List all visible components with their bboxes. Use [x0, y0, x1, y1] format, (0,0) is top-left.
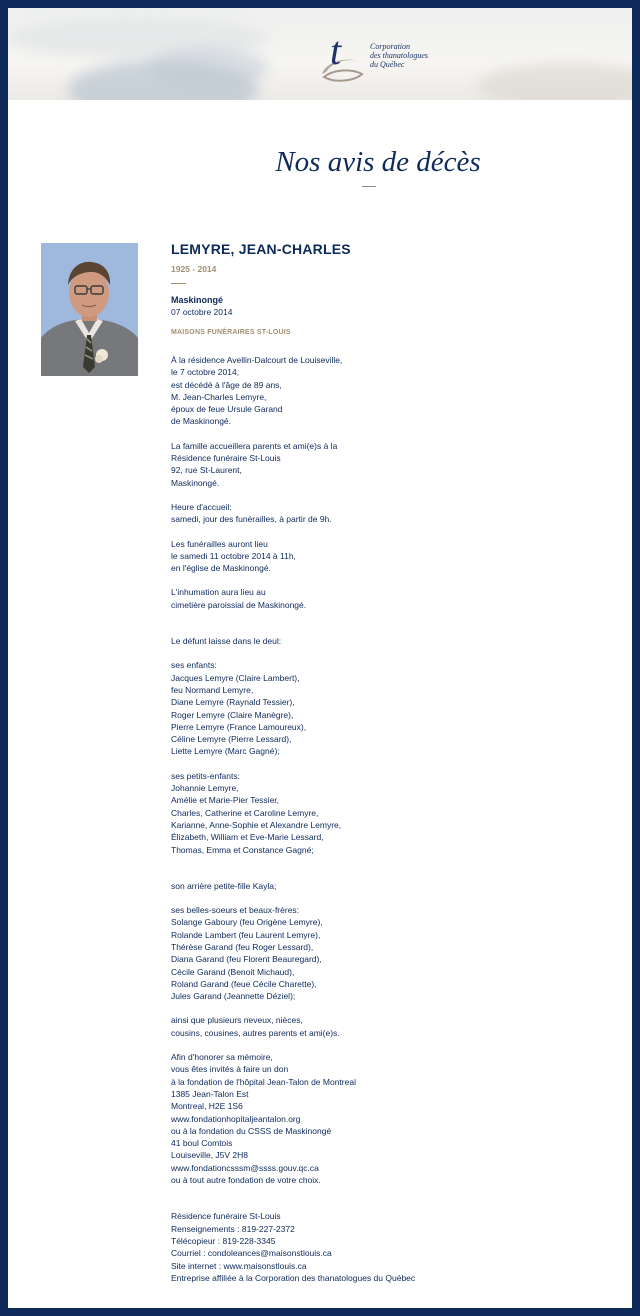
- logo-line: du Québec: [370, 60, 405, 69]
- logo-line: des thanatologues: [370, 51, 428, 60]
- notice-date: 07 octobre 2014: [171, 307, 233, 317]
- obituary-content: [171, 240, 611, 1284]
- header-banner: [8, 8, 632, 100]
- banner-cloud: [148, 48, 268, 88]
- life-years: 1925 - 2014: [171, 264, 217, 274]
- paragraph-hours: Heure d'accueil: samedi, jour des funérailles, à partir de 9h.: [171, 501, 332, 525]
- paragraph-funeral: Les funérailles auront lieu le samedi 11 octobre 2014 à 11h, en l'église de Maskinongé.: [171, 538, 296, 574]
- banner-cloud: [478, 63, 632, 100]
- funeral-home[interactable]: MAISONS FUNÉRAIRES ST-LOUIS: [171, 329, 291, 336]
- paragraph-burial: L'inhumation aura lieu au cimetière paroissial de Maskinongé.: [171, 587, 307, 610]
- page-title: Nos avis de décès: [275, 146, 481, 178]
- logo-line: Corporation: [370, 42, 411, 51]
- name-divider: [171, 283, 186, 284]
- portrait-image: [41, 243, 138, 376]
- paragraph-survivors-intro: Le défunt laisse dans le deul:: [171, 636, 282, 647]
- paragraph-great-grandchild: son arrière petite-fille Kayla;: [171, 880, 277, 891]
- paragraph-relatives: ainsi que plusieurs neveux, nièces, cousins, cousines, autres parents et ami(e)s.: [171, 1015, 340, 1038]
- deceased-photo: [41, 243, 138, 376]
- paragraph-contact: Résidence funéraire St-Louis Renseignements : 819-227-2372 Télécopieur : 819-228-3345 Courriel : condoleances@maisonstlouis.ca Site internet : www.maisonstlouis.ca Entreprise affiliée à la Corporation des thanatologues du Québec: [171, 1211, 416, 1283]
- paragraph-grandchildren: ses petits-enfants: Johannie Lemyre, Amélie et Marie-Pier Tessier, Charles, Catherine et Caroline Lemyre, Karianne, Anne-Sophie et Alexandre Lemyre, Élizabeth, William et Eve-Marie Lessard, Thomas, Emma et Constance Gagné;: [171, 770, 342, 855]
- corporation-logo-text[interactable]: [370, 42, 428, 69]
- paragraph-children: ses enfants: Jacques Lemyre (Claire Lambert), feu Normand Lemyre, Diane Lemyre (Raynald Tessier), Roger Lemyre (Claire Manègre), Pierre Lemyre (France Lamoureux), Céline Lemyre (Pierre Lessard), Liette Lemyre (Marc Gagné);: [171, 660, 307, 757]
- deceased-name: LEMYRE, JEAN-CHARLES: [171, 241, 351, 257]
- obituary-text: [171, 354, 611, 1284]
- paragraph-donations: Afin d'honorer sa mémoire, vous êtes invités à faire un don à la fondation de l'hôpital Jean-Talon de Montreal 1385 Jean-Talon Est Montreal, H2E 1S6 www.fondationhopitaljeantalon.org ou à la fondation du CSSS de Maskinongé 41 boul Comtois Louiseville, J5V 2H8 www.fondationcsssm@ssss.gouv.qc.ca ou à tout autre fondation de votre choix.: [171, 1052, 356, 1186]
- corporation-logo-icon[interactable]: [316, 22, 366, 86]
- title-divider: [362, 186, 376, 187]
- paragraph-death: À la résidence Avellin-Dalcourt de Louiseville, le 7 octobre 2014, est décédé à l'âge de 89 ans, M. Jean-Charles Lemyre, époux de feue Ursule Garand de Maskinongé.: [171, 355, 343, 427]
- logo-letter: t: [330, 28, 342, 73]
- paragraph-in-laws: ses belles-soeurs et beaux-frères: Solange Gaboury (feu Origène Lemyre), Rolande Lambert (feu Laurent Lemyre), Thérèse Garand (feu Roger Lessard), Diana Garand (feu Florent Beauregard), Cécile Garand (Benoit Michaud), Roland Garand (feue Cécile Charette), Jules Garand (Jeannette Déziel);: [171, 905, 323, 1002]
- location: Maskinongé: [171, 295, 224, 305]
- paragraph-reception: La famille accueillera parents et ami(e)s à la Résidence funéraire St-Louis 92, rue St-Laurent, Maskinongé.: [171, 440, 338, 488]
